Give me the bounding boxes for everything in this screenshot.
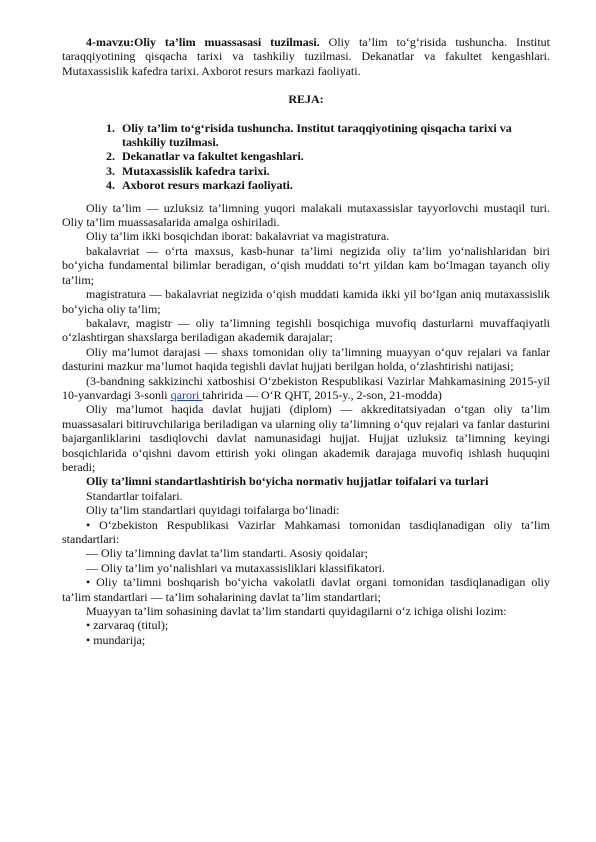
paragraph: Oliy ta’lim — uzluksiz ta’limning yuqori malakali mutaxassislar tayyorlovchi mustaqil turi. Oliy ta’lim muassasalarida amalga oshiriladi.	[62, 200, 550, 230]
paragraph: Muayyan ta’lim sohasining davlat ta’lim standarti quyidagilarni o‘z ichiga olishi lozim:	[86, 604, 507, 619]
plan-list	[62, 121, 550, 193]
topic-subtitle: Oliy ta’lim to‘g‘risida tushuncha. Institut taraqqiyotining qisqacha tarixi va tashkiliy tuzilmasi. Dekanatlar va fakultet kengashlari. Mutaxassislik kafedra tarixi. Axborot resurs markazi faoliyati.	[62, 35, 551, 78]
paragraph	[62, 374, 550, 403]
paragraph: bakalavr, magistr — oliy ta’limning tegishli bosqichiga muvofiq dasturlarni muvaffaqiyatli o‘zlashtirgan shaxslarga beriladigan akademik darajalar;	[62, 315, 550, 345]
paragraph: Oliy ma’lumot darajasi — shaxs tomonidan oliy ta’limning muayyan o‘quv rejalari va fanlar dasturini mazkur ma’lumot haqida tegishli davlat hujjati berilgan holda, o‘zlashtirishi natijasi;	[62, 344, 550, 374]
topic-heading	[62, 35, 550, 78]
paragraph: Standartlar toifalari.	[86, 488, 183, 503]
topic-title: 4-mavzu:Oliy ta’lim muassasasi tuzilmasi.	[86, 35, 320, 49]
list-item: • zarvaraq (titul);	[86, 618, 169, 633]
paragraph: magistratura — bakalavriat negizida o‘qish muddati kamida ikki yil bo‘lgan aniq mutaxassislik bo‘yicha oliy ta’lim;	[62, 287, 550, 316]
plan-title: REJA:	[288, 92, 324, 107]
paragraph: Oliy ta’lim ikki bosqichdan iborat: bakalavriat va magistratura.	[86, 229, 390, 244]
list-item: • mundarija;	[86, 632, 146, 647]
paragraph: Oliy ma’lumot haqida davlat hujjati (diplom) — akkreditatsiyadan o‘tgan oliy ta’lim muassasalari bitiruvchilariga beriladigan va ularning oliy ta’limning o‘quv rejalari va fanlar dasturini bajarganliklarini tasdiqlovchi davlat namunasidagi hujjat. Hujjat uzluksiz ta’limning keyingi bosqichlarida o‘qishni davom ettirish yoki olingan akademik darajaga muvofiq ishlash huquqini beradi;	[62, 402, 550, 474]
decree-link[interactable]: qarori	[170, 387, 203, 402]
paragraph: Oliy ta’lim standartlari quyidagi toifalarga bo‘linadi:	[86, 503, 340, 518]
plan-item: 2. Dekanatlar va fakultet kengashlari.	[118, 149, 550, 163]
plan-item: 3. Mutaxassislik kafedra tarixi.	[118, 164, 550, 178]
section-heading: Oliy ta’limni standartlashtirish bo‘yicha normativ hujjatlar toifalari va turlari	[86, 474, 489, 489]
amendment-note-end: tahririda — O‘R QHT, 2015-y., 2-son, 21-modda)	[202, 387, 442, 402]
amendment-note: (3-bandning sakkizinchi xatboshisi O‘zbekiston Respublikasi Vazirlar Mahkamasining 2015-yil 10-yanvardagi 3-sonli	[62, 373, 550, 402]
list-item: — Oliy ta’lim yo‘nalishlari va mutaxassisliklari klassifikatori.	[86, 560, 385, 575]
plan-item: 4. Axborot resurs markazi faoliyati.	[118, 178, 550, 192]
list-item: • O‘zbekiston Respublikasi Vazirlar Mahkamasi tomonidan tasdiqlanadigan oliy ta’lim standartlari:	[62, 517, 550, 546]
list-item: — Oliy ta’limning davlat ta’lim standarti. Asosiy qoidalar;	[86, 546, 368, 561]
paragraph: bakalavriat — o‘rta maxsus, kasb-hunar ta’limi negizida oliy ta’lim yo‘nalishlaridan biri bo‘yicha fundamental bilimlar beradigan, o‘qish muddati to‘rt yildan kam bo‘lmagan tayanch oliy ta’lim;	[62, 243, 550, 287]
plan-item: 1. Oliy ta’lim to‘g‘risida tushuncha. Institut taraqqiyotining qisqacha tarixi va tashkiliy tuzilmasi.	[118, 121, 550, 150]
list-item: • Oliy ta’limni boshqarish bo‘yicha vakolatli davlat organi tomonidan tasdiqlanadigan oliy ta’lim standartlari — ta’lim sohalarining davlat ta’lim standartlari;	[62, 575, 550, 604]
